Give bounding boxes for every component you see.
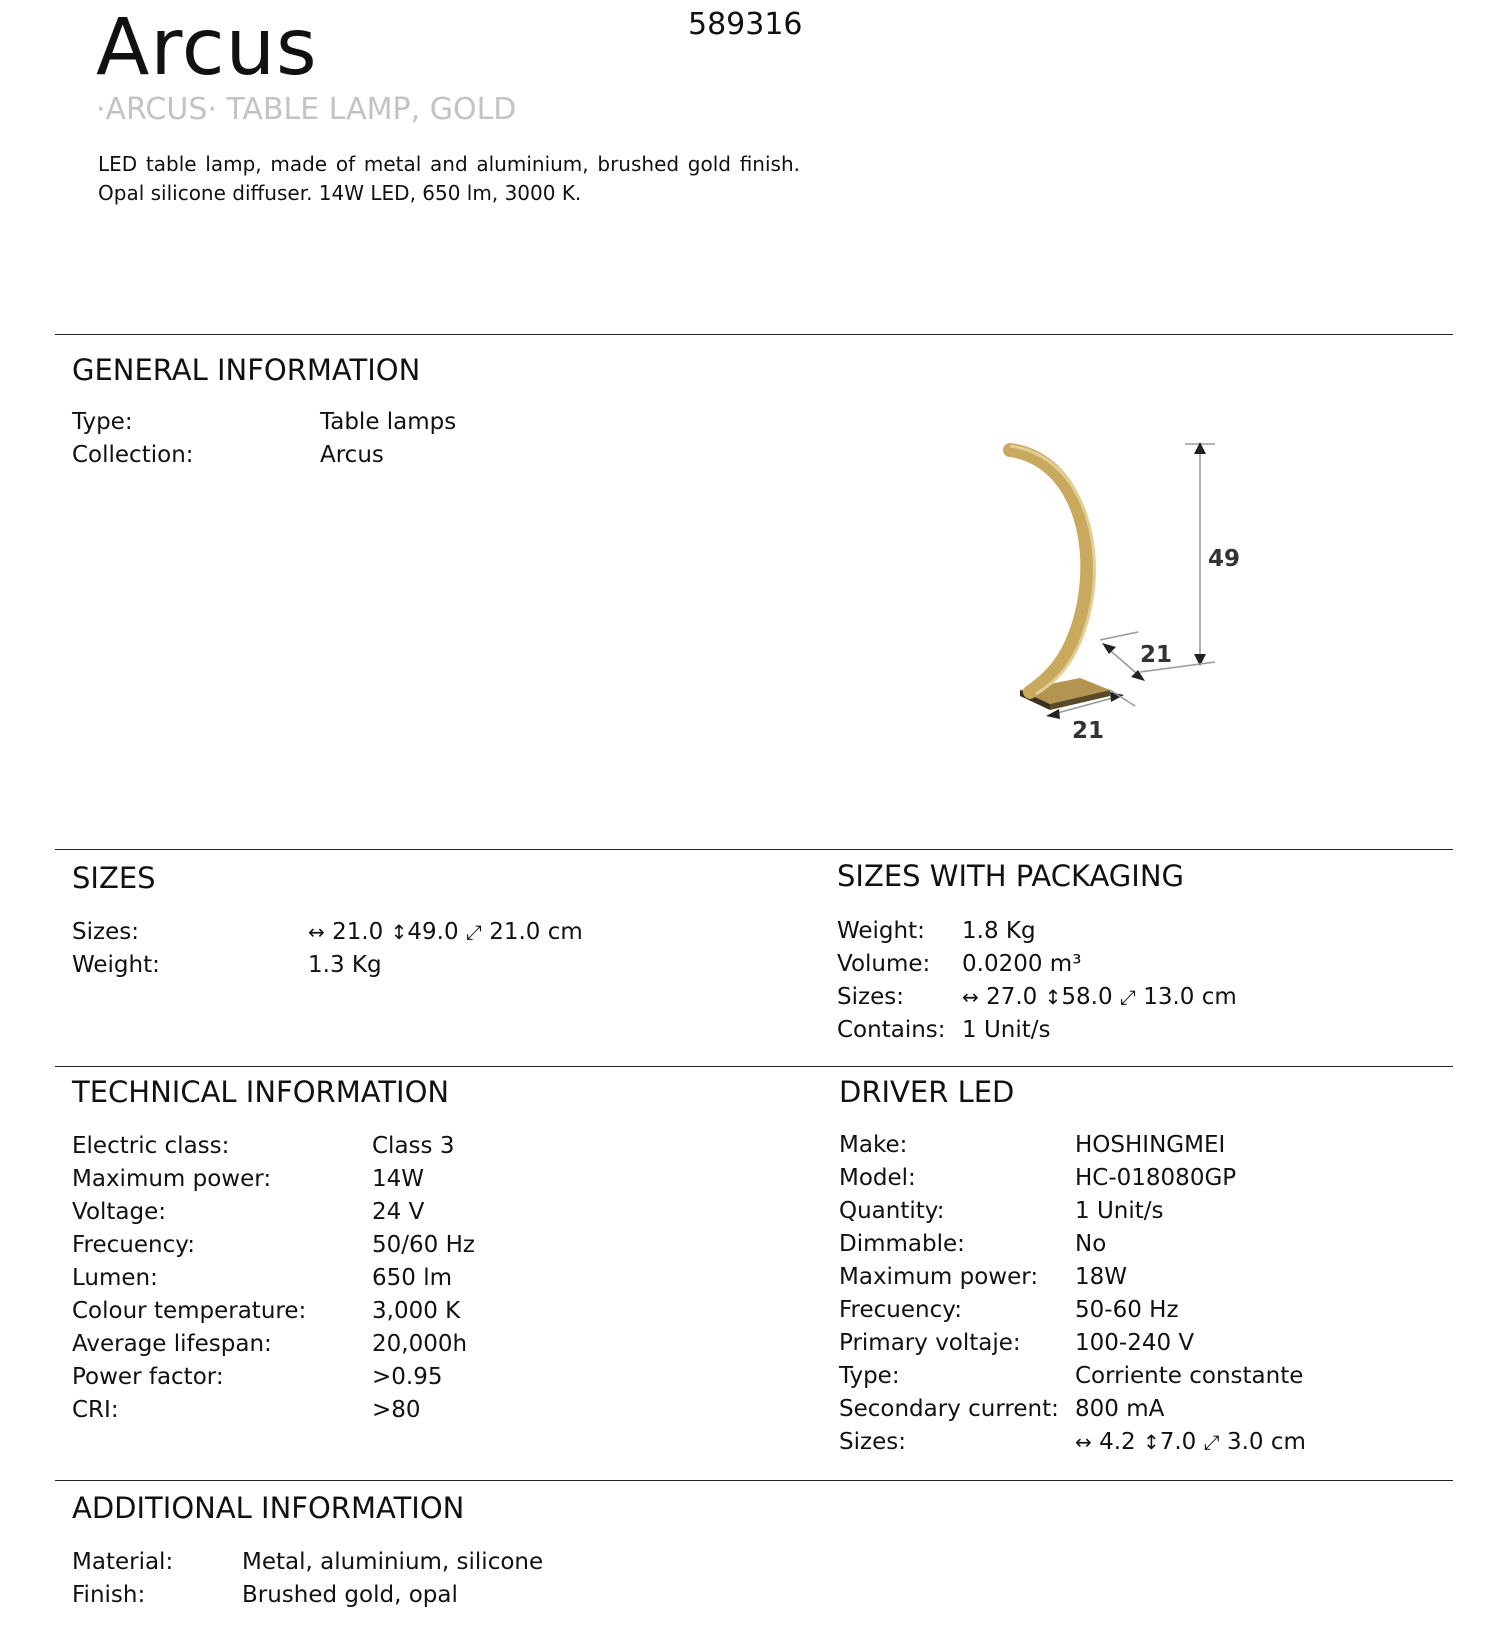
driver-label: Quantity: (839, 1198, 945, 1224)
tech-value: 14W (372, 1166, 425, 1192)
weight-value: 1.3 Kg (308, 952, 382, 978)
driver-value: 800 mA (1075, 1396, 1165, 1422)
product-description: LED table lamp, made of metal and aluminium, brushed gold finish. Opal silicone diffuser. 14W LED, 650 lm, 3000 K. (98, 152, 800, 205)
section-heading: SIZES WITH PACKAGING (837, 859, 1184, 893)
tech-value: 24 V (372, 1199, 425, 1225)
height-arrow-icon: ↕ (1044, 985, 1062, 1009)
material-value: Metal, aluminium, silicone (242, 1549, 544, 1575)
driver-value: No (1075, 1231, 1107, 1257)
divider (55, 334, 1453, 335)
driver-label: Dimmable: (839, 1231, 965, 1257)
driver-value: 100-240 V (1075, 1330, 1195, 1356)
tech-value: 3,000 K (372, 1298, 461, 1324)
technical-information-section (72, 1074, 772, 1474)
width-arrow-icon: ↔ (308, 920, 325, 944)
tech-label: Lumen: (72, 1265, 158, 1291)
driver-label: Type: (839, 1363, 900, 1389)
divider (55, 849, 1453, 850)
driver-label: Frecuency: (839, 1297, 962, 1323)
pack-weight-value: 1.8 Kg (962, 918, 1036, 944)
driver-sizes-value: ↔ 4.2 ↕7.0 ⤢ 3.0 cm (1075, 1429, 1306, 1455)
depth-arrow-icon: ⤢ (1119, 985, 1136, 1009)
tech-label: Power factor: (72, 1364, 224, 1390)
tech-label: Frecuency: (72, 1232, 195, 1258)
lamp-dimensions-diagram (990, 440, 1290, 770)
tech-label: Voltage: (72, 1199, 167, 1225)
section-heading: SIZES (72, 861, 156, 895)
width-arrow-icon: ↔ (962, 985, 979, 1009)
height-arrow-icon: ↕ (390, 920, 408, 944)
height-arrow-icon: ↕ (1142, 1430, 1160, 1454)
driver-label: Maximum power: (839, 1264, 1039, 1290)
tech-label: Colour temperature: (72, 1298, 307, 1324)
type-label: Type: (72, 409, 133, 435)
driver-value: 1 Unit/s (1075, 1198, 1164, 1224)
type-value: Table lamps (320, 409, 457, 435)
product-reference: 589316 (688, 7, 803, 42)
driver-value: HC-018080GP (1075, 1165, 1237, 1191)
tech-label: Electric class: (72, 1133, 230, 1159)
finish-label: Finish: (72, 1582, 146, 1608)
pack-weight-label: Weight: (837, 918, 925, 944)
driver-sizes-label: Sizes: (839, 1429, 906, 1455)
pack-volume-value: 0.0200 m³ (962, 951, 1082, 977)
additional-information-section (72, 1490, 772, 1620)
tech-label: Maximum power: (72, 1166, 272, 1192)
pack-sizes-label: Sizes: (837, 984, 904, 1010)
depth-arrow-icon: ⤢ (1203, 1430, 1220, 1454)
weight-label: Weight: (72, 952, 160, 978)
tech-label: Average lifespan: (72, 1331, 272, 1357)
driver-label: Primary voltaje: (839, 1330, 1021, 1356)
section-heading: DRIVER LED (839, 1075, 1015, 1109)
section-heading: ADDITIONAL INFORMATION (72, 1491, 465, 1525)
driver-value: HOSHINGMEI (1075, 1132, 1226, 1158)
pack-contains-value: 1 Unit/s (962, 1017, 1051, 1043)
width-dimension-label: 21 (1072, 718, 1105, 744)
driver-value: Corriente constante (1075, 1363, 1304, 1389)
depth-dimension-label: 21 (1140, 642, 1173, 668)
driver-label: Make: (839, 1132, 908, 1158)
divider (55, 1480, 1453, 1481)
driver-label: Model: (839, 1165, 916, 1191)
width-arrow-icon: ↔ (1075, 1430, 1092, 1454)
product-title: Arcus (96, 3, 318, 93)
material-label: Material: (72, 1549, 174, 1575)
pack-contains-label: Contains: (837, 1017, 946, 1043)
collection-value: Arcus (320, 442, 384, 468)
depth-arrow-icon: ⤢ (465, 920, 482, 944)
height-dimension-label: 49 (1208, 546, 1241, 572)
tech-value: Class 3 (372, 1133, 455, 1159)
driver-led-section (839, 1074, 1439, 1474)
packaging-section (837, 858, 1437, 1058)
tech-value: >80 (372, 1397, 421, 1423)
tech-value: 20,000h (372, 1331, 468, 1357)
collection-label: Collection: (72, 442, 194, 468)
section-heading: TECHNICAL INFORMATION (72, 1075, 450, 1109)
divider (55, 1066, 1453, 1067)
finish-value: Brushed gold, opal (242, 1582, 458, 1608)
sizes-value: ↔ 21.0 ↕49.0 ⤢ 21.0 cm (308, 919, 583, 945)
sizes-section (72, 860, 752, 990)
sizes-label: Sizes: (72, 919, 139, 945)
section-heading: GENERAL INFORMATION (72, 353, 421, 387)
product-subtitle: ·ARCUS· TABLE LAMP, GOLD (96, 92, 517, 127)
driver-value: 18W (1075, 1264, 1128, 1290)
lamp-arc-icon (1010, 450, 1087, 692)
driver-value: 50-60 Hz (1075, 1297, 1179, 1323)
driver-label: Secondary current: (839, 1396, 1059, 1422)
tech-value: 50/60 Hz (372, 1232, 475, 1258)
tech-value: >0.95 (372, 1364, 443, 1390)
pack-sizes-value: ↔ 27.0 ↕58.0 ⤢ 13.0 cm (962, 984, 1237, 1010)
tech-value: 650 lm (372, 1265, 453, 1291)
tech-label: CRI: (72, 1397, 119, 1423)
general-information-section (72, 352, 672, 482)
pack-volume-label: Volume: (837, 951, 931, 977)
